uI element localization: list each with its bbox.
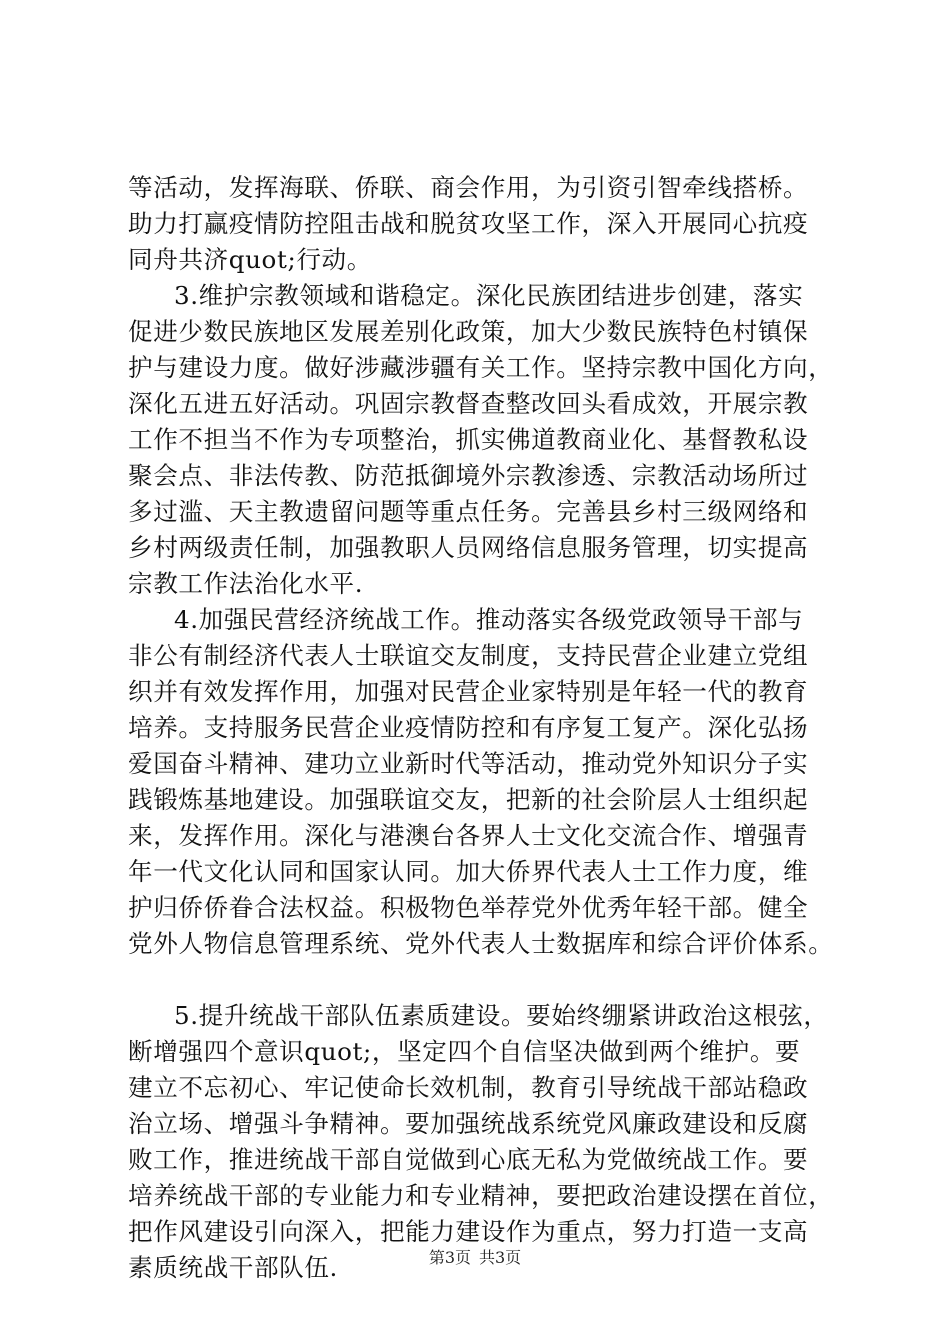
text-line: 助力打赢疫情防控阻击战和脱贫攻坚工作，深入开展同心抗疫: [128, 209, 809, 238]
text-line: 聚会点、非法传教、防范抵御境外宗教渗透、宗教活动场所过: [128, 461, 809, 490]
document-body: [128, 170, 834, 1286]
text-line: 多过滥、天主教遗留问题等重点任务。完善县乡村三级网络和: [128, 497, 809, 526]
text-line: 等活动，发挥海联、侨联、商会作用，为引资引智牵线搭桥。: [128, 173, 809, 202]
text-line: 爱国奋斗精神、建功立业新时代等活动，推动党外知识分子实: [128, 749, 809, 778]
text-line-first: 3.维护宗教领域和谐稳定。深化民族团结进步创建，落实: [174, 281, 804, 310]
text-line: 乡村两级责任制，加强教职人员网络信息服务管理，切实提高: [128, 533, 809, 562]
text-line: 把作风建设引向深入，把能力建设作为重点，努力打造一支高: [128, 1217, 809, 1246]
text-line: 同舟共济quot;行动。: [128, 245, 372, 274]
paragraph-intro: [128, 170, 828, 278]
paragraph-4: [128, 602, 834, 962]
text-line-first: 4.加强民营经济统战工作。推动落实各级党政领导干部与: [174, 605, 804, 634]
text-line: 年一代文化认同和国家认同。加大侨界代表人士工作力度，维: [128, 857, 809, 886]
text-line: 践锻炼基地建设。加强联谊交友，把新的社会阶层人士组织起: [128, 785, 809, 814]
text-line: 深化五进五好活动。巩固宗教督查整改回头看成效，开展宗教: [128, 389, 809, 418]
text-line: 断增强四个意识quot;，坚定四个自信坚决做到两个维护。要: [128, 1037, 801, 1066]
text-line: 来，发挥作用。深化与港澳台各界人士文化交流合作、增强青: [128, 821, 809, 850]
text-line: 败工作，推进统战干部自觉做到心底无私为党做统战工作。要: [128, 1145, 809, 1174]
text-line: 培养统战干部的专业能力和专业精神，要把政治建设摆在首位，: [128, 1181, 834, 1210]
text-line: 护归侨侨眷合法权益。积极物色举荐党外优秀年轻干部。健全: [128, 893, 809, 922]
text-line: 宗教工作法治化水平.: [128, 569, 364, 598]
page-number: 第3页: [428, 1248, 471, 1267]
text-line: 党外人物信息管理系统、党外代表人士数据库和综合评价体系。: [128, 929, 834, 958]
text-line: 护与建设力度。做好涉藏涉疆有关工作。坚持宗教中国化方向，: [128, 353, 834, 382]
text-line: 织并有效发挥作用，加强对民营企业家特别是年轻一代的教育: [128, 677, 809, 706]
page-total: 共3页: [479, 1248, 522, 1267]
page-footer: [0, 1248, 950, 1268]
text-line-first: 5.提升统战干部队伍素质建设。要始终绷紧讲政治这根弦，: [174, 1001, 829, 1030]
paragraph-3: [128, 278, 834, 602]
paragraph-gap: [128, 962, 828, 998]
text-line: 建立不忘初心、牢记使命长效机制，教育引导统战干部站稳政: [128, 1073, 809, 1102]
text-line: 工作不担当不作为专项整治，抓实佛道教商业化、基督教私设: [128, 425, 809, 454]
paragraph-5: [128, 998, 834, 1286]
text-line: 治立场、增强斗争精神。要加强统战系统党风廉政建设和反腐: [128, 1109, 809, 1138]
text-line: 素质统战干部队伍.: [128, 1253, 338, 1282]
text-line: 非公有制经济代表人士联谊交友制度，支持民营企业建立党组: [128, 641, 809, 670]
text-line: 培养。支持服务民营企业疫情防控和有序复工复产。深化弘扬: [128, 713, 809, 742]
text-line: 促进少数民族地区发展差别化政策，加大少数民族特色村镇保: [128, 317, 809, 346]
